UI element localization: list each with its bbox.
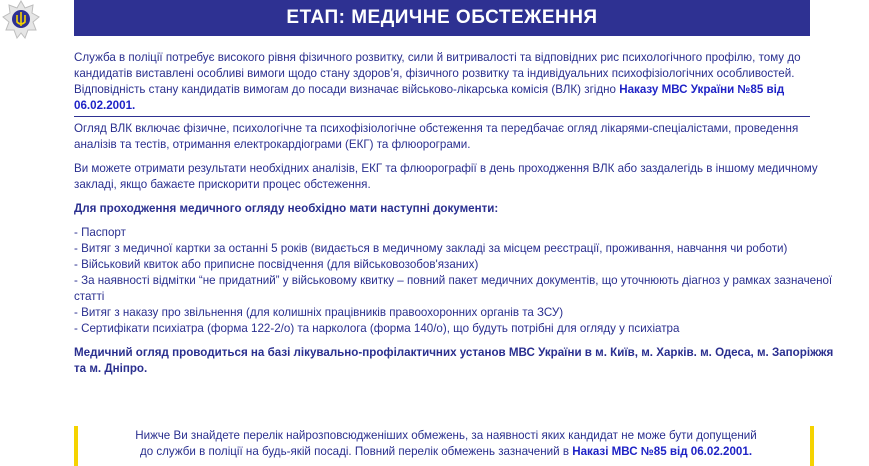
vlk-description: Огляд ВЛК включає фізичне, психологічне та психофізіологічне обстеження та передбачає огляд лікарями-спеціалістами, проведення аналізів та тестів, отримання електрокардіограми (ЕКГ) та флюорограми. <box>74 122 799 151</box>
section-banner <box>74 0 810 36</box>
list-item: - Сертифікати психіатра (форма 122-2/о) та нарколога (форма 140/о), що будуть потрібні для огляду у психіатра <box>74 322 680 335</box>
intro-paragraph-2 <box>74 82 834 114</box>
order-85-link[interactable]: Наказу МВС України №85 від 06.02.2001. <box>74 83 785 112</box>
notice-line-2-text: до служби в поліції на будь-якій посаді. Повний перелік обмежень зазначений в <box>139 445 573 458</box>
police-star-badge-icon <box>2 0 40 40</box>
results-note: Ви можете отримати результати необхідних аналізів, ЕКГ та флюорографії в день проходження ВЛК або заздалегідь в іншому медичному закладі, якщо бажаєте прискорити процес обстеження. <box>74 162 818 191</box>
notice-line-1: Нижче Ви знайдете перелік найрозповсюдженіших обмежень, за наявності яких кандидат не може бути допущений <box>135 429 757 442</box>
required-documents-list <box>74 225 834 337</box>
location-note: Медичний огляд проводиться на базі лікувально-профілактичних установ МВС України в м. Київ, м. Харків. м. Одеса, м. Запоріжжя та м. Дніпро. <box>74 346 834 375</box>
list-item: - За наявності відмітки “не придатний” у військовому квитку – повний пакет медичних документів, що уточнюють діагноз у рамках зазначеної статті <box>74 274 833 303</box>
notice-text <box>78 428 814 460</box>
section-divider <box>74 116 810 117</box>
intro-paragraph-1: Служба в поліції потребує високого рівня фізичного розвитку, сили й витривалості та відповідних рис психологічного профілю, тому до кандидатів виставлені особливі вимоги щодо стану здоров’я, фізичного розвитку та індивідуальних психофізіологічних особливостей. <box>74 51 801 80</box>
order-85-notice-link[interactable]: Наказі МВС №85 від 06.02.2001. <box>572 445 753 458</box>
list-item: - Паспорт <box>74 226 126 239</box>
docs-heading: Для проходження медичного огляду необхідно мати наступні документи: <box>74 202 499 215</box>
list-item: - Витяг з наказу про звільнення (для колишніх працівників правоохоронних органів та ЗСУ) <box>74 306 564 319</box>
list-item: - Витяг з медичної картки за останні 5 років (видається в медичному закладі за місцем реєстрації, проживання, навчання чи роботи) <box>74 242 788 255</box>
page-title: ЕТАП: МЕДИЧНЕ ОБСТЕЖЕННЯ <box>286 7 598 28</box>
notice-line-2 <box>78 444 814 460</box>
police-badge-logo <box>2 0 40 40</box>
intro-paragraph-2-text: Відповідність стану кандидатів вимогам до посади визначає військово-лікарська комісія (ВЛК) згідно <box>74 83 620 96</box>
main-content <box>74 50 834 377</box>
list-item: - Військовий квиток або приписне посвідчення (для військовозобов'язаних) <box>74 258 479 271</box>
restrictions-notice <box>74 426 814 466</box>
